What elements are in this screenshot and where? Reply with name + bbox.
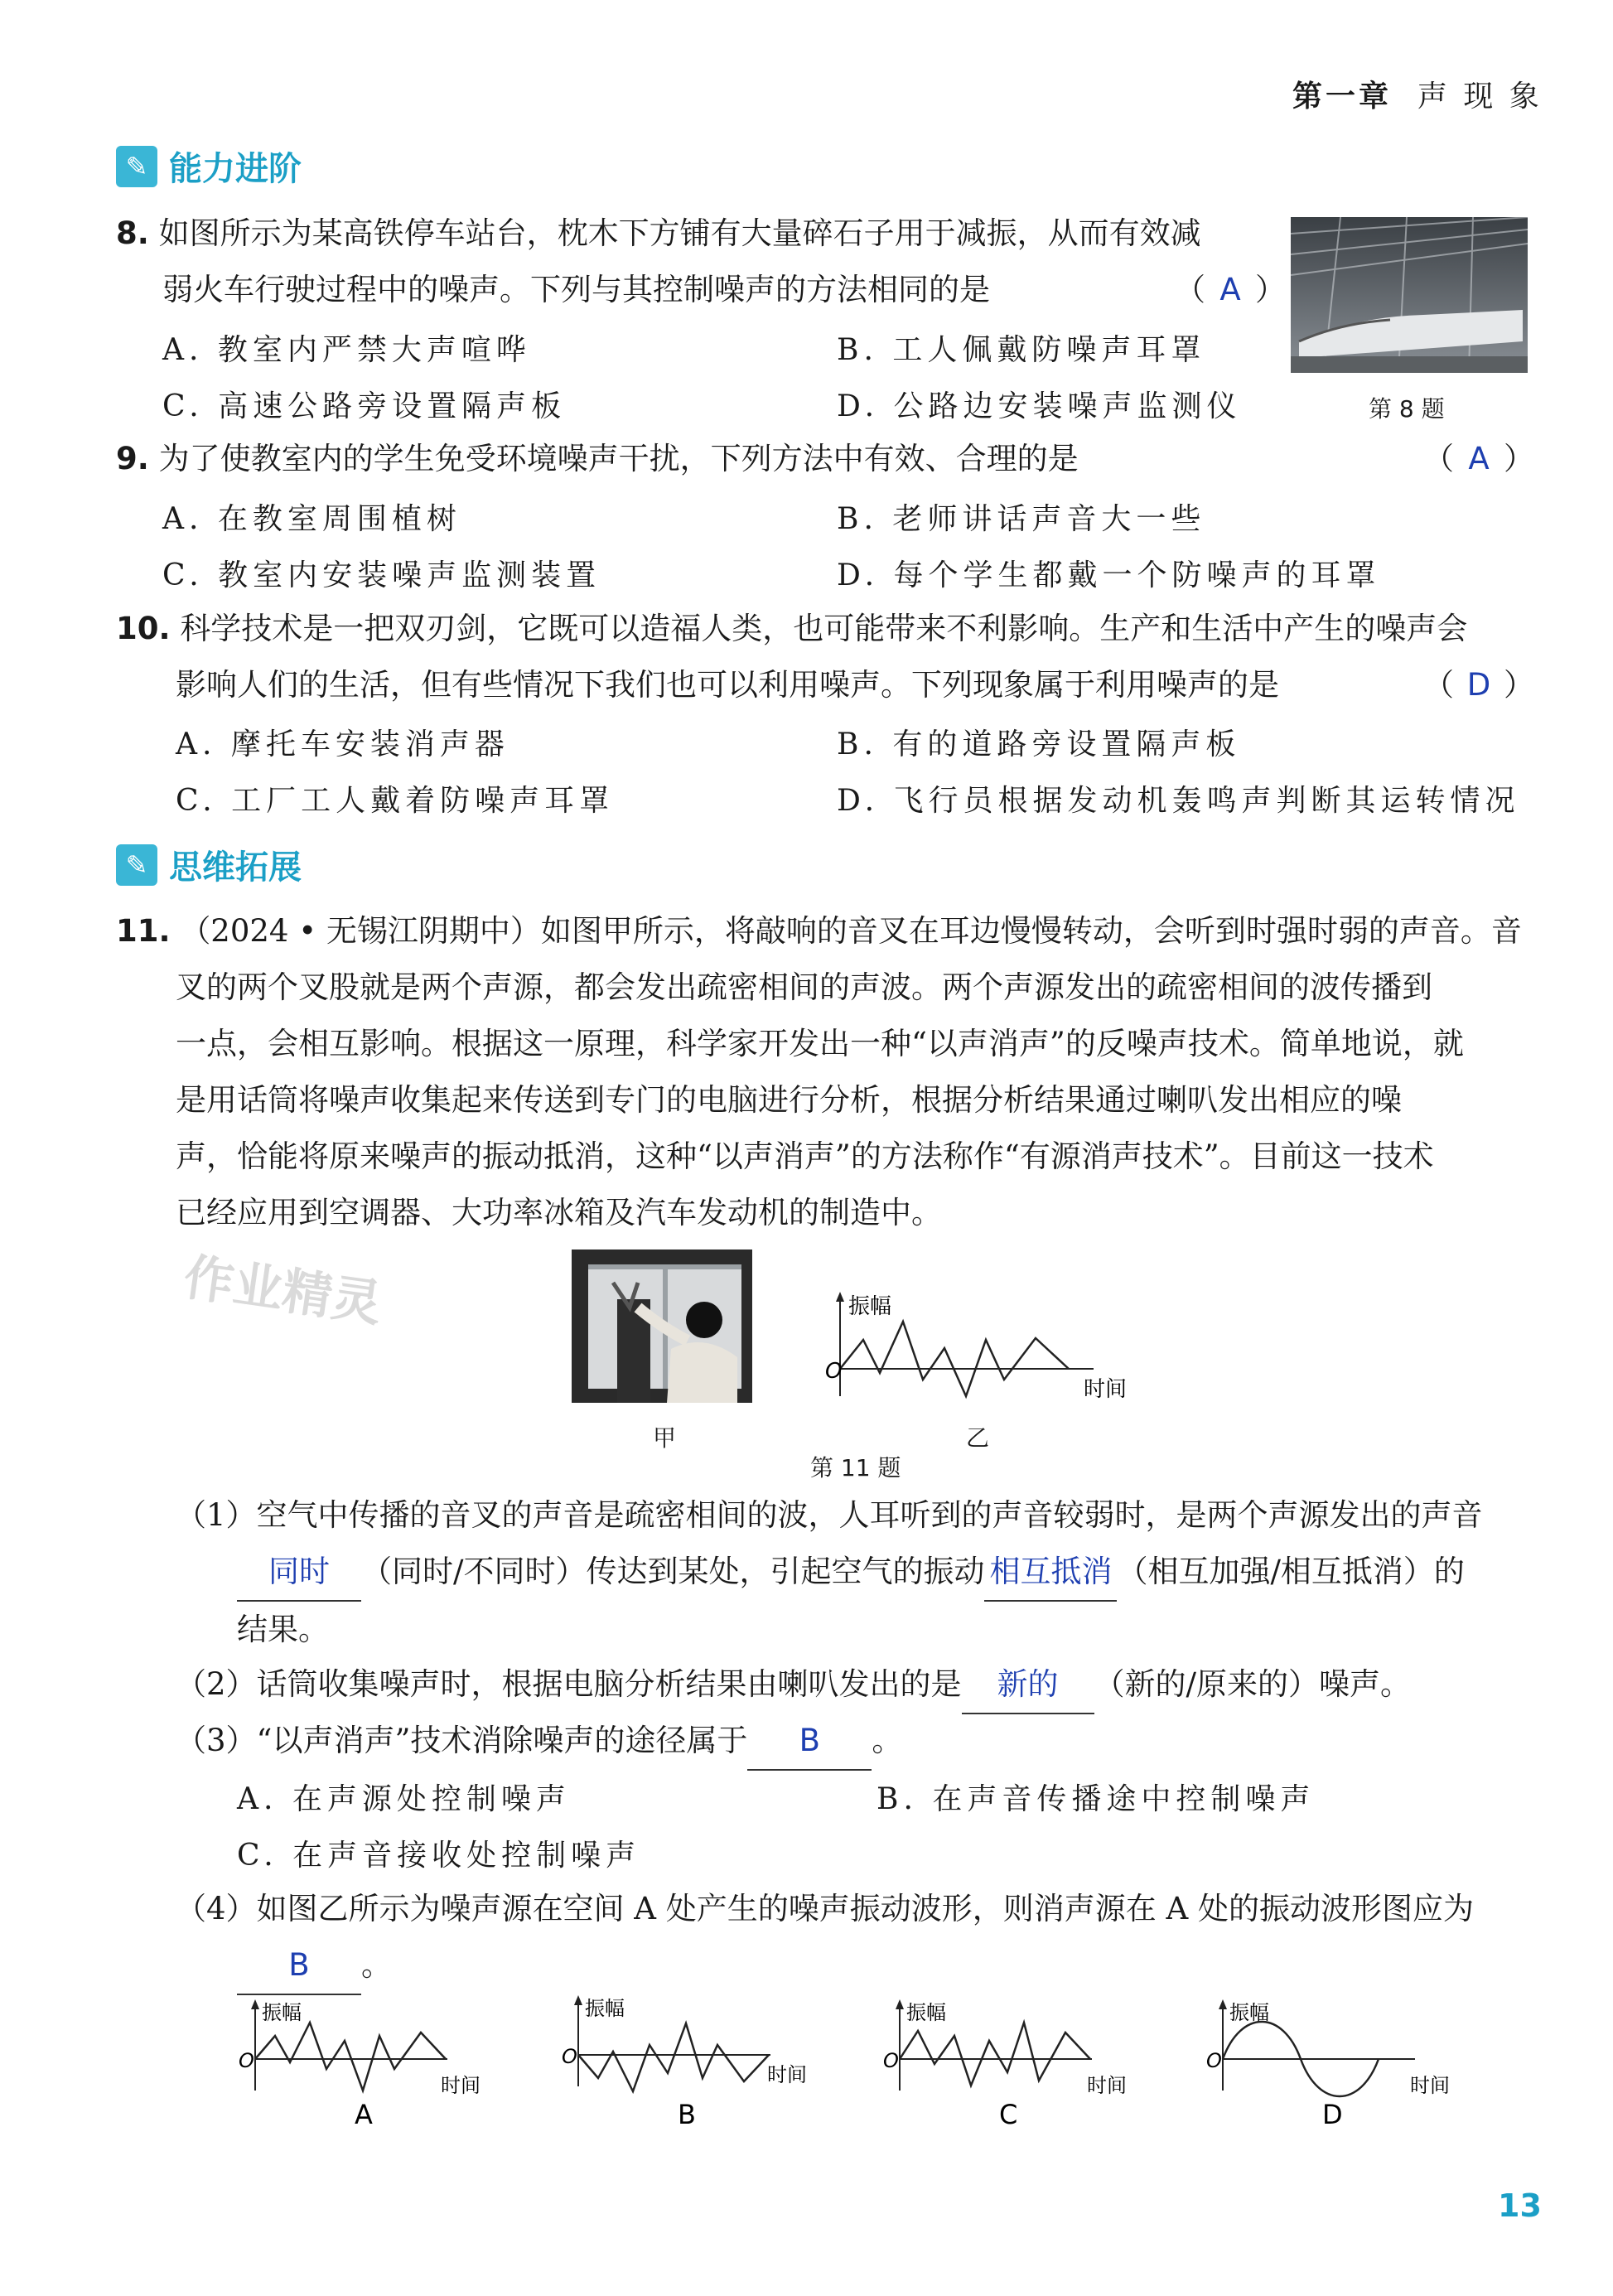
chapter-title: 声 现 象 bbox=[1417, 80, 1543, 114]
option: C. 高速公路旁设置隔声板 bbox=[162, 389, 567, 423]
pencil-icon: ✎ bbox=[116, 844, 157, 886]
y-axis-label: 振幅 bbox=[906, 2001, 946, 2024]
answer: A bbox=[1219, 272, 1241, 307]
page-number: 13 bbox=[1498, 2187, 1542, 2224]
option: A. 教室内严禁大声喧哗 bbox=[162, 333, 531, 367]
question-text: （1）空气中传播的音叉的声音是疏密相间的波，人耳听到的声音较弱时，是两个声源发出的声音 bbox=[176, 1497, 1483, 1533]
option: A. 摩托车安装消声器 bbox=[176, 727, 509, 761]
answer-paren-8: （ A ） bbox=[1175, 262, 1286, 318]
subquestion-1 bbox=[176, 1487, 1543, 1658]
answer-paren-9: （ A ） bbox=[1423, 431, 1534, 487]
x-axis-label: 时间 bbox=[1087, 2074, 1127, 2097]
answer-blank[interactable]: B bbox=[237, 1937, 361, 1995]
question-text: （4）如图乙所示为噪声源在空间 A 处产生的噪声振动波形，则消声源在 A 处的振动波形图应为 bbox=[176, 1891, 1475, 1926]
option: B. 在声音传播途中控制噪声 bbox=[877, 1782, 1316, 1816]
option: C. 在声音接收处控制噪声 bbox=[237, 1839, 641, 1873]
waveform-option-a bbox=[232, 1993, 505, 2125]
option: B. 工人佩戴防噪声耳罩 bbox=[837, 333, 1206, 367]
question-text: （相互加强/相互抵消）的 bbox=[1117, 1554, 1465, 1589]
noise-waveform-chart bbox=[820, 1288, 1135, 1413]
question-text: 。 bbox=[361, 1947, 392, 1983]
question-text: 弱火车行驶过程中的噪声。下列与其控制噪声的方法相同的是 bbox=[162, 272, 990, 307]
answer-blank[interactable]: 同时 bbox=[237, 1544, 361, 1602]
waveform-option-b bbox=[555, 1989, 828, 2125]
train-station-photo bbox=[1291, 217, 1528, 373]
origin-label: O bbox=[883, 2049, 899, 2072]
answer-blank[interactable]: 新的 bbox=[962, 1656, 1094, 1714]
section-heading-1 bbox=[116, 143, 302, 190]
option: B. 有的道路旁设置隔声板 bbox=[837, 727, 1241, 761]
figure-caption: 第 11 题 bbox=[810, 1454, 901, 1482]
question-text: （3）“以声消声”技术消除噪声的途径属于 bbox=[176, 1723, 748, 1758]
option-label: A bbox=[355, 2099, 373, 2125]
option: B. 老师讲话声音大一些 bbox=[837, 502, 1206, 536]
option: C. 教室内安装噪声监测装置 bbox=[162, 558, 601, 592]
question-10 bbox=[116, 601, 1541, 713]
answer: D bbox=[1466, 667, 1491, 703]
y-axis-arrow bbox=[836, 1292, 844, 1302]
option: D. 公路边安装噪声监测仪 bbox=[837, 389, 1242, 423]
figure-caption: 第 8 题 bbox=[1369, 395, 1445, 423]
subquestion-3 bbox=[176, 1713, 1543, 1771]
answer: A bbox=[1468, 441, 1490, 476]
option: D. 飞行员根据发动机轰鸣声判断其运转情况 bbox=[837, 784, 1520, 818]
subquestion-2 bbox=[176, 1656, 1543, 1714]
question-text: 是用话筒将噪声收集起来传送到专门的电脑进行分析，根据分析结果通过喇叭发出相应的噪 bbox=[176, 1082, 1402, 1118]
question-9 bbox=[116, 431, 1524, 487]
x-axis-label: 时间 bbox=[441, 2074, 481, 2097]
question-text: （同时/不同时）传达到某处，引起空气的振动 bbox=[361, 1554, 985, 1589]
question-text: （新的/原来的）噪声。 bbox=[1094, 1666, 1412, 1702]
question-text: 为了使教室内的学生免受环境噪声干扰，下列方法中有效、合理的是 bbox=[158, 441, 1079, 476]
question-number: 10. bbox=[116, 611, 171, 646]
pencil-icon: ✎ bbox=[116, 146, 157, 187]
question-text: 影响人们的生活，但有些情况下我们也可以利用噪声。下列现象属于利用噪声的是 bbox=[176, 667, 1279, 703]
question-text: 叉的两个叉股就是两个声源，都会发出疏密相间的声波。两个声源发出的疏密相间的波传播到 bbox=[176, 969, 1432, 1005]
figure-label: 乙 bbox=[966, 1424, 990, 1452]
question-text: 科学技术是一把双刃剑，它既可以造福人类，也可能带来不利影响。生产和生活中产生的噪声会 bbox=[180, 611, 1468, 646]
option: A. 在教室周围植树 bbox=[162, 502, 461, 536]
tuning-fork-photo bbox=[572, 1250, 752, 1403]
question-text: 如图所示为某高铁停车站台，枕木下方铺有大量碎石子用于减振，从而有效减 bbox=[158, 215, 1201, 251]
x-axis-label: 时间 bbox=[767, 2063, 807, 2086]
question-text: （2024 • 无锡江阴期中）如图甲所示，将敲响的音叉在耳边慢慢转动，会听到时强时弱的声音。音 bbox=[180, 913, 1522, 949]
option: D. 每个学生都戴一个防噪声的耳罩 bbox=[837, 558, 1381, 592]
y-axis-label: 振幅 bbox=[1229, 2001, 1269, 2024]
answer-paren-10: （ D ） bbox=[1423, 657, 1534, 713]
chapter-header bbox=[1292, 73, 1543, 115]
waveform-option-d bbox=[1200, 1993, 1473, 2125]
origin-label: O bbox=[239, 2049, 254, 2072]
waveform-line bbox=[840, 1322, 1069, 1396]
option: C. 工厂工人戴着防噪声耳罩 bbox=[176, 784, 615, 818]
section-heading-2 bbox=[116, 841, 302, 888]
origin-label: O bbox=[1206, 2049, 1222, 2072]
watermark: 作业精灵 bbox=[180, 1248, 386, 1334]
question-8 bbox=[116, 205, 1292, 318]
figure-label: 甲 bbox=[653, 1424, 677, 1452]
option-label: C bbox=[999, 2099, 1018, 2125]
section-title: 能力进阶 bbox=[169, 150, 302, 188]
question-number: 8. bbox=[116, 215, 149, 251]
question-11 bbox=[116, 903, 1541, 1241]
question-text: 已经应用到空调器、大功率冰箱及汽车发动机的制造中。 bbox=[176, 1195, 942, 1230]
chapter-number: 第一章 bbox=[1292, 80, 1393, 114]
question-text: 结果。 bbox=[237, 1612, 329, 1647]
origin-label: O bbox=[562, 2045, 577, 2068]
y-axis-label: 振幅 bbox=[585, 1997, 625, 2020]
x-axis-label: 时间 bbox=[1084, 1377, 1128, 1402]
waveform-option-c bbox=[877, 1993, 1150, 2125]
section-title: 思维拓展 bbox=[169, 848, 302, 887]
question-number: 9. bbox=[116, 441, 149, 476]
question-text: （2）话筒收集噪声时，根据电脑分析结果由喇叭发出的是 bbox=[176, 1666, 962, 1702]
question-text: 一点，会相互影响。根据这一原理，科学家开发出一种“以声消声”的反噪声技术。简单地说，就 bbox=[176, 1026, 1464, 1061]
y-axis-label: 振幅 bbox=[848, 1294, 892, 1319]
x-axis-label: 时间 bbox=[1410, 2074, 1450, 2097]
answer-blank[interactable]: B bbox=[747, 1713, 872, 1771]
answer-blank[interactable]: 相互抵消 bbox=[984, 1544, 1117, 1602]
question-text: 声，恰能将原来噪声的振动抵消，这种“以声消声”的方法称作“有源消声技术”。目前这一技术 bbox=[176, 1138, 1434, 1174]
option-label: B bbox=[678, 2099, 696, 2125]
origin-label: O bbox=[825, 1359, 843, 1384]
question-number: 11. bbox=[116, 913, 171, 949]
question-text: 。 bbox=[872, 1723, 903, 1758]
option-label: D bbox=[1322, 2099, 1343, 2125]
option: A. 在声源处控制噪声 bbox=[237, 1782, 571, 1816]
y-axis-label: 振幅 bbox=[262, 2001, 302, 2024]
subquestion-4 bbox=[176, 1881, 1543, 1995]
